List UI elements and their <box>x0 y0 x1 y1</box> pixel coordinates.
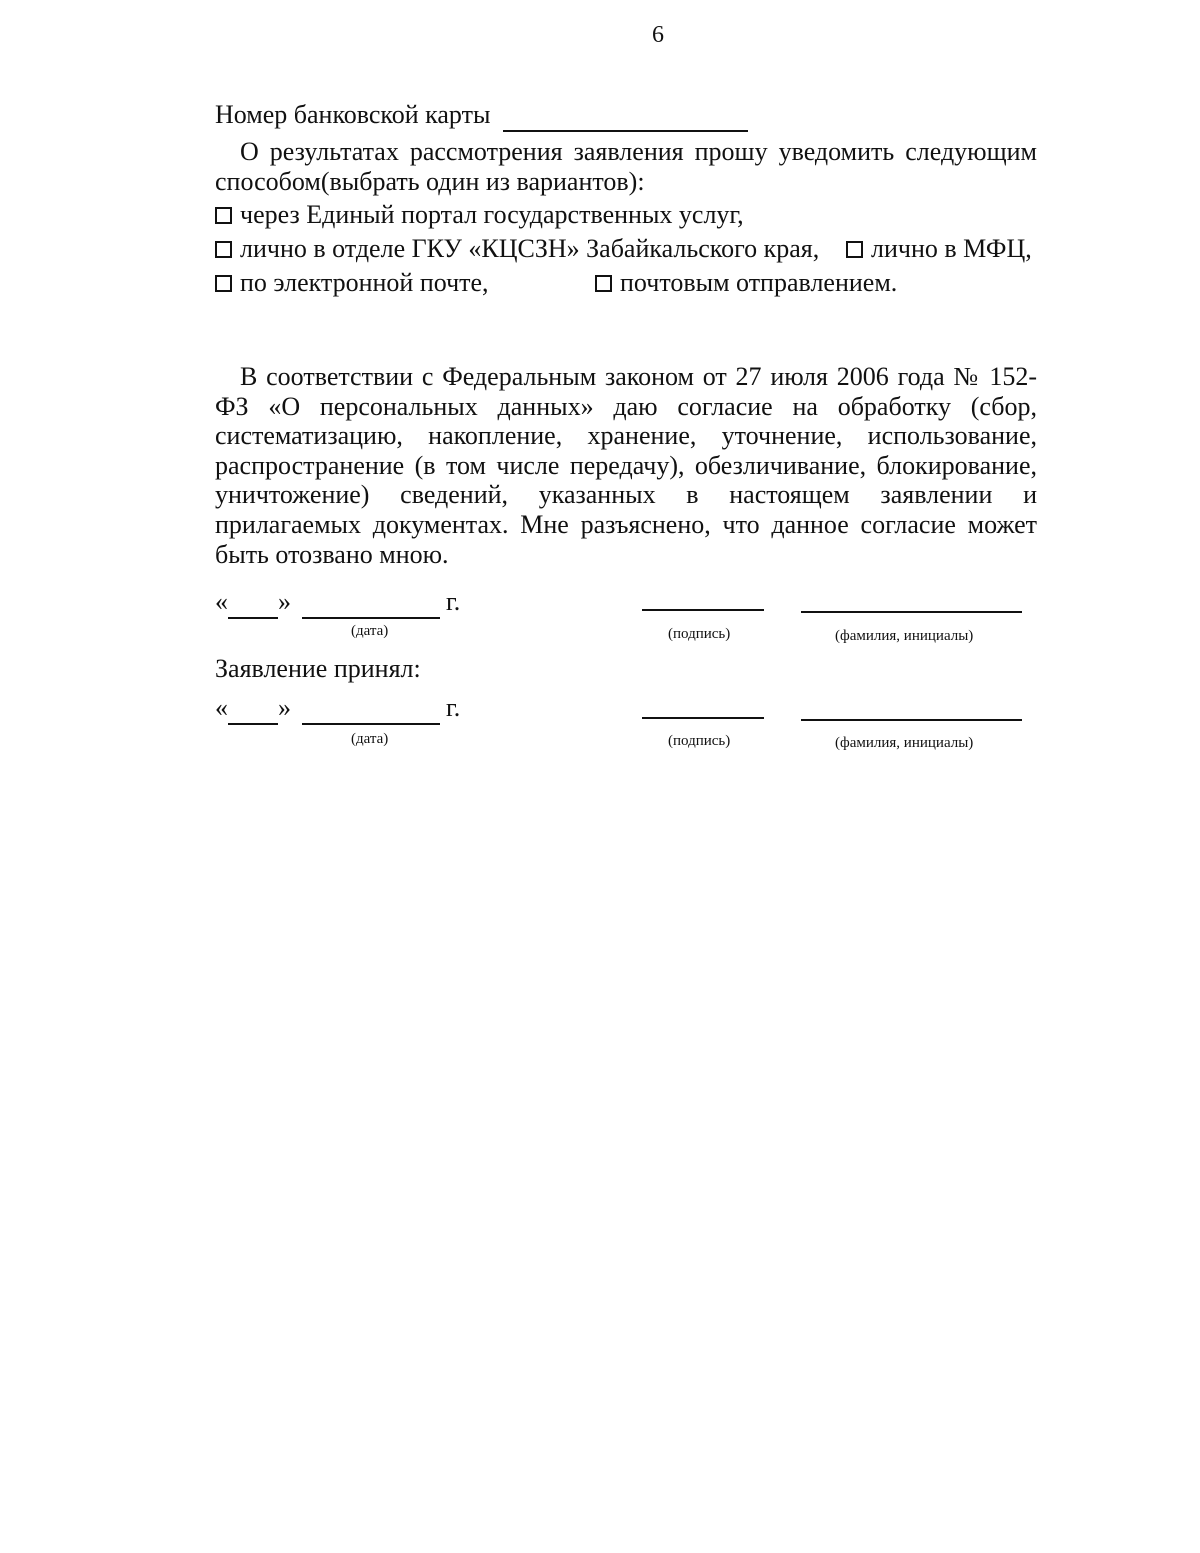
option-label-post: почтовым отправлением. <box>620 268 898 297</box>
checkbox-mfc[interactable] <box>846 241 863 258</box>
received-date-row <box>215 693 460 725</box>
option-row-3b <box>595 268 897 298</box>
option-row-3 <box>215 268 489 298</box>
received-heading: Заявление принял: <box>215 654 421 683</box>
applicant-date-row <box>215 587 460 619</box>
option-label-kcszn: лично в отделе ГКУ «КЦСЗН» Забайкальского края, <box>240 234 820 263</box>
date-month-field[interactable] <box>302 587 440 619</box>
date-open-quote: « <box>215 587 228 616</box>
option-label-mfc: лично в МФЦ, <box>871 234 1032 263</box>
option-row-2 <box>215 234 819 264</box>
date-day-field[interactable] <box>228 587 278 619</box>
applicant-name-label: (фамилия, инициалы) <box>835 628 974 644</box>
option-row-2b <box>846 234 1032 264</box>
date-close-quote: » <box>278 587 291 616</box>
bank-card-label: Номер банковской карты <box>215 100 491 129</box>
option-row-1 <box>215 200 744 230</box>
applicant-name-line[interactable] <box>801 611 1022 613</box>
received-signature-label: (подпись) <box>668 733 731 749</box>
received-date-label: (дата) <box>351 731 389 747</box>
checkbox-epgu[interactable] <box>215 207 232 224</box>
bank-card-field[interactable] <box>503 100 748 132</box>
bank-card-row <box>215 100 748 132</box>
checkbox-post[interactable] <box>595 275 612 292</box>
consent-paragraph: В соответствии с Федеральным законом от 27 июля 2006 года № 152-ФЗ «О персональных данных» даю согласие на обработку (сбор, систематизацию, накопление, хранение, уточнение, использование, распространение (в том числе передачу), обезличивание, блокирование, уничтожение) сведений, указанных в настоящем заявлении и прилагаемых документах. Мне разъяснено, что данное согласие может быть отозвано мною. <box>215 362 1037 569</box>
applicant-signature-line[interactable] <box>642 609 764 611</box>
received-open-quote: « <box>215 693 228 722</box>
checkbox-kcszn[interactable] <box>215 241 232 258</box>
received-year-suffix: г. <box>446 693 461 722</box>
received-name-line[interactable] <box>801 719 1022 721</box>
applicant-date-label: (дата) <box>351 623 389 639</box>
checkbox-email[interactable] <box>215 275 232 292</box>
option-label-email: по электронной почте, <box>240 268 489 297</box>
received-signature-line[interactable] <box>642 717 764 719</box>
applicant-signature-label: (подпись) <box>668 626 731 642</box>
page-number: 6 <box>652 22 664 48</box>
option-label-epgu: через Единый портал государственных услуг, <box>240 200 744 229</box>
received-month-field[interactable] <box>302 693 440 725</box>
notification-intro: О результатах рассмотрения заявления прошу уведомить следующим способом(выбрать один из вариантов): <box>215 137 1037 196</box>
received-close-quote: » <box>278 693 291 722</box>
received-day-field[interactable] <box>228 693 278 725</box>
date-year-suffix: г. <box>446 587 461 616</box>
received-name-label: (фамилия, инициалы) <box>835 735 974 751</box>
